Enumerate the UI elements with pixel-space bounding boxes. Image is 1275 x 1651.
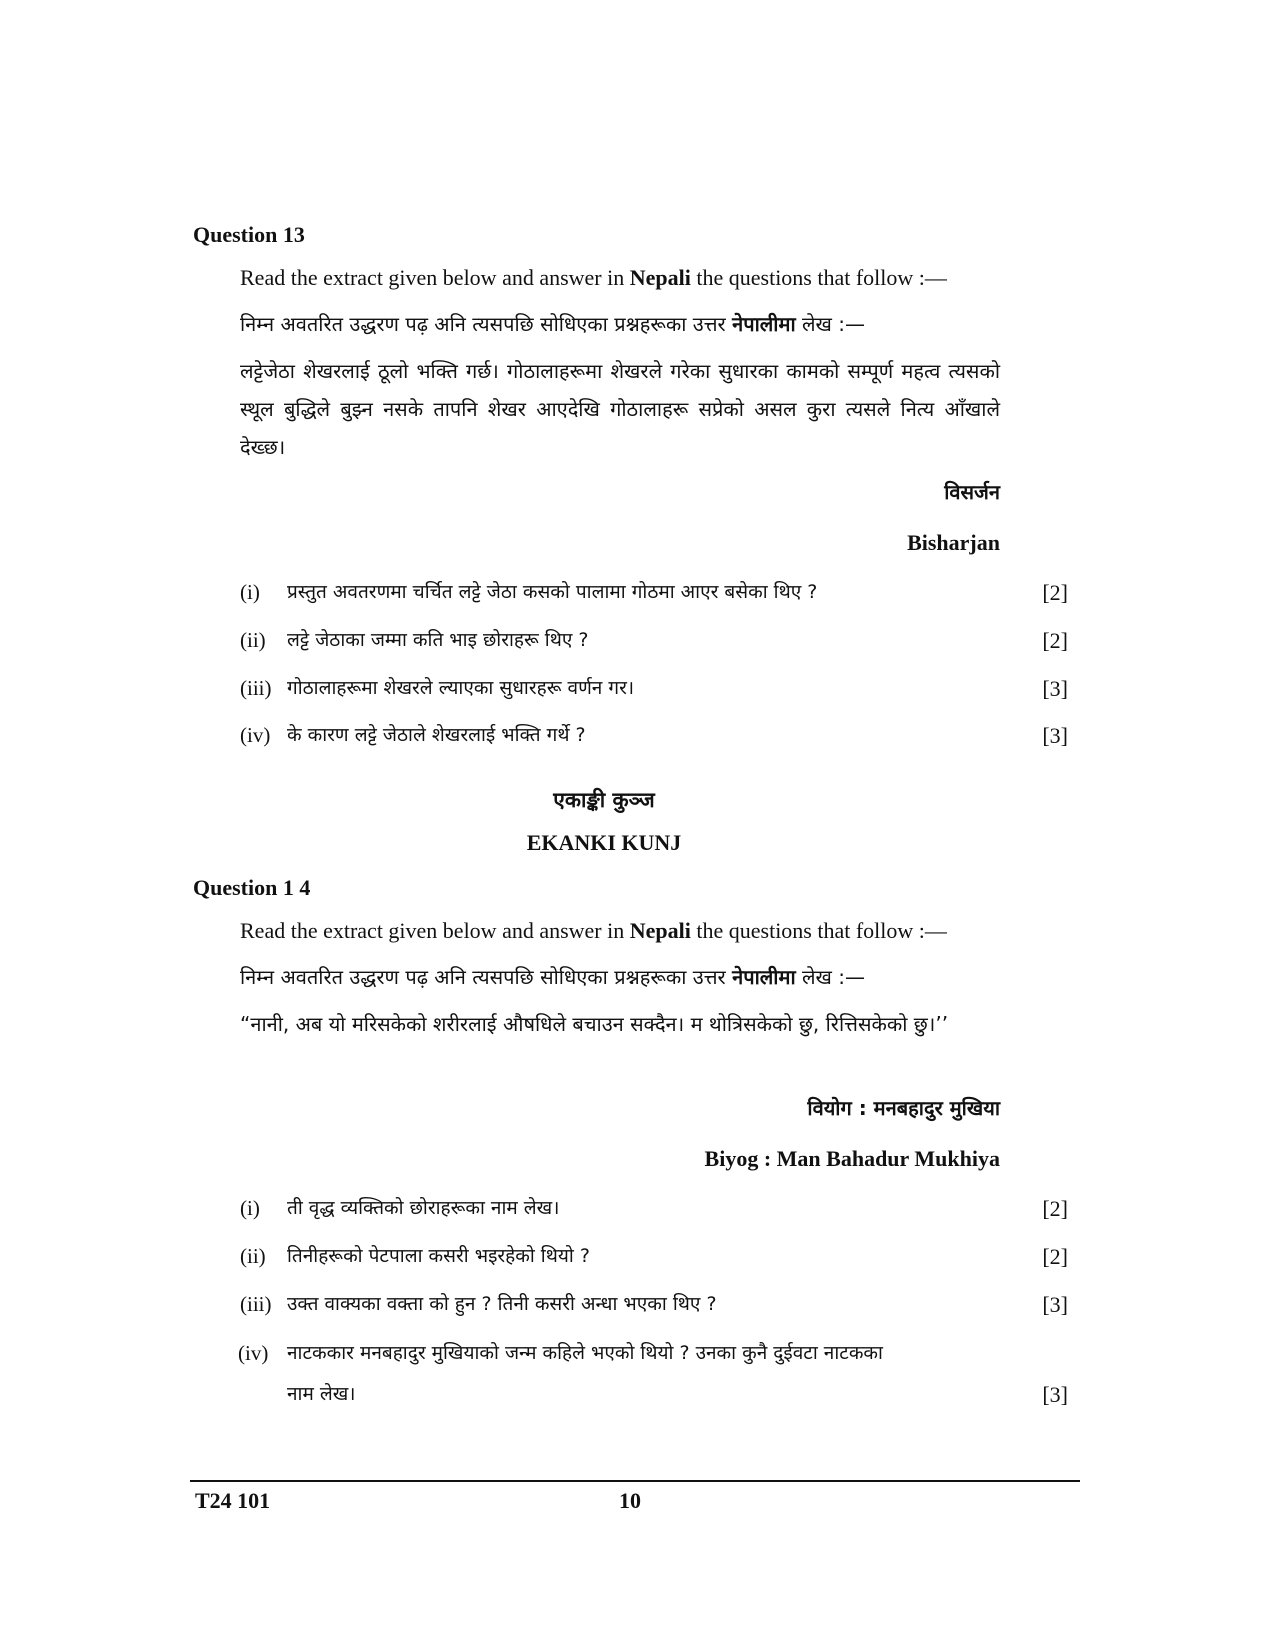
q14-instruction-np: निम्न अवतरित उद्धरण पढ़ अनि त्यसपछि सोधिएका प्रश्नहरूका उत्तर नेपालीमा लेख :— — [240, 965, 866, 989]
q13-item-1-number: (i) — [240, 580, 260, 604]
q13-item-4-number: (iv) — [240, 723, 271, 747]
q13-source-en: Bisharjan — [907, 530, 1000, 555]
q13-instruction-np: निम्न अवतरित उद्धरण पढ़ अनि त्यसपछि सोधिएका प्रश्नहरूका उत्तर नेपालीमा लेख :— — [240, 312, 866, 336]
question-14-heading: Question 1 4 — [193, 875, 311, 900]
q14-item-4-number: (iv) — [238, 1341, 269, 1365]
q13-item-1-marks: [2] — [1042, 580, 1068, 605]
q13-extract: लट्टेजेठा शेखरलाई ठूलो भक्ति गर्छ। गोठालाहरूमा शेखरले गरेका सुधारका कामको सम्पूर्ण महत्व त्यसको स्थूल बुद्धिले बुझ्न नसके तापनि शेखर आएदेखि गोठालाहरू सप्रेको असल कुरा त्यसले नित्य आँखाले देख्छ। — [240, 359, 1000, 459]
q13-item-4-marks: [3] — [1042, 723, 1068, 748]
q13-item-3-text: गोठालाहरूमा शेखरले ल्याएका सुधारहरू वर्णन गर। — [287, 677, 635, 699]
q13-item-2-marks: [2] — [1042, 628, 1068, 653]
footer-page-number: 10 — [619, 1488, 641, 1513]
q14-item-1-text: ती वृद्ध व्यक्तिको छोराहरूका नाम लेख। — [287, 1197, 560, 1219]
q14-item-1-number: (i) — [240, 1196, 260, 1220]
q14-item-1-marks: [2] — [1042, 1196, 1068, 1221]
q13-instruction-en: Read the extract given below and answer in Nepali the questions that follow :— — [240, 265, 947, 290]
q14-item-3-text: उक्त वाक्यका वक्ता को हुन ? तिनी कसरी अन्धा भएका थिए ? — [287, 1293, 717, 1315]
q14-item-2-marks: [2] — [1042, 1244, 1068, 1269]
q13-item-2-text: लट्टे जेठाका जम्मा कति भाइ छोराहरू थिए ? — [287, 629, 589, 651]
q13-item-4-text: के कारण लट्टे जेठाले शेखरलाई भक्ति गर्थे ? — [287, 724, 586, 746]
q13-item-3-marks: [3] — [1042, 676, 1068, 701]
q13-item-3-number: (iii) — [240, 676, 272, 700]
q13-item-2-number: (ii) — [240, 628, 266, 652]
q14-instruction-en: Read the extract given below and answer in Nepali the questions that follow :— — [240, 918, 947, 943]
footer-paper-code: T24 101 — [195, 1488, 271, 1513]
q14-item-2-number: (ii) — [240, 1244, 266, 1268]
section-title-np: एकाङ्की कुञ्ज — [553, 788, 655, 812]
q13-source-np: विसर्जन — [944, 480, 1000, 504]
section-title-en: EKANKI KUNJ — [526, 830, 682, 855]
q14-item-4-text-line-2: नाम लेख। — [287, 1383, 356, 1405]
q14-extract: “नानी, अब यो मरिसकेको शरीरलाई औषधिले बचाउन सक्दैन। म थोत्रिसकेको छु, रित्तिसकेको छु।’’ — [240, 1012, 949, 1036]
q13-item-1-text: प्रस्तुत अवतरणमा चर्चित लट्टे जेठा कसको पालामा गोठमा आएर बसेका थिए ? — [287, 581, 818, 603]
q14-item-2-text: तिनीहरूको पेटपाला कसरी भइरहेको थियो ? — [287, 1245, 590, 1267]
q14-source-en: Biyog : Man Bahadur Mukhiya — [704, 1146, 1000, 1171]
q14-item-3-number: (iii) — [240, 1292, 272, 1316]
q14-item-4-text-line-1: नाटककार मनबहादुर मुखियाको जन्म कहिले भएको थियो ? उनका कुनै दुईवटा नाटकका — [287, 1342, 883, 1364]
question-13-heading: Question 13 — [193, 222, 305, 247]
q14-item-4-marks: [3] — [1042, 1382, 1068, 1407]
footer-rule — [190, 1480, 1080, 1482]
q14-item-3-marks: [3] — [1042, 1292, 1068, 1317]
q14-source-np: वियोग : मनबहादुर मुखिया — [807, 1096, 1000, 1120]
